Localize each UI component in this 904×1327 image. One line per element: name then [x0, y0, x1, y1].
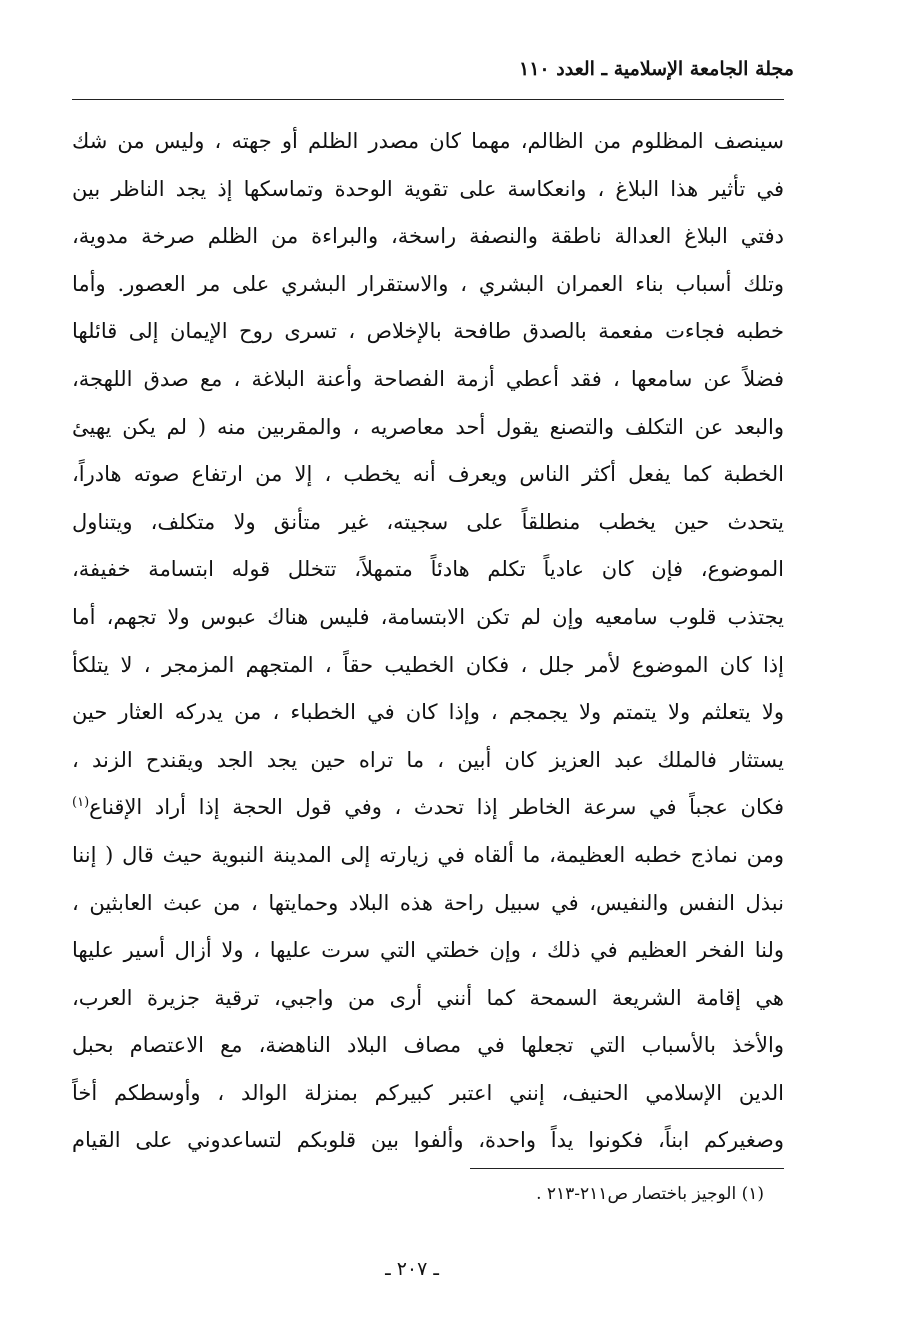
body-line: هي إقامة الشريعة السمحة كما أنني أرى من واجبي، ترقية جزيرة العرب، [72, 985, 784, 1010]
body-line: فضلاً عن سامعها ، فقد أعطي أزمة الفصاحة وأعنة البلاغة ، مع صدق اللهجة، [72, 366, 784, 391]
footnote-divider [470, 1168, 784, 1169]
footnote-reference: (١) [72, 795, 90, 811]
body-line: الموضوع، فإن كان عادياً تكلم هادئاً متمهلاً، تتخلل قوله ابتسامة خفيفة، [72, 557, 784, 582]
body-line: الدين الإسلامي الحنيف، إنني اعتبر كبيركم بمنزلة الوالد ، وأوسطكم أخاً [72, 1080, 784, 1105]
body-line: يتحدث حين يخطب منطلقاً على سجيته، غير متأنق ولا متكلف، ويتناول [72, 509, 784, 534]
body-line: والأخذ بالأسباب التي تجعلها في مصاف البلاد الناهضة، مع الاعتصام بحبل [72, 1033, 784, 1058]
body-line: في تأثير هذا البلاغ ، وانعكاسة على تقوية الوحدة وتماسكها إذ يجد الناظر بين [72, 176, 784, 201]
body-line-with-footnote [72, 784, 784, 832]
body-line: يستثار فالملك عبد العزيز كان أبين ، ما تراه حين يجد الجد ويقندح الزند ، [72, 747, 784, 772]
body-text [72, 118, 784, 1165]
body-line: إذا كان الموضوع لأمر جلل ، فكان الخطيب حقاً ، المتجهم المزمجر ، لا يتلكأ [72, 652, 784, 677]
body-line: ولنا الفخر العظيم في ذلك ، وإن خطتي التي سرت عليها ، ولا أزال أسير عليها [72, 938, 784, 963]
page-number: ـ ٢٠٧ ـ [385, 1258, 439, 1280]
body-line: ومن نماذج خطبه العظيمة، ما ألقاه في زيارته إلى المدينة النبوية حيث قال ( إننا [72, 842, 784, 867]
header-divider [72, 99, 784, 100]
running-header: مجلة الجامعة الإسلامية ـ العدد ١١٠ [519, 58, 794, 80]
body-line: خطبه فجاءت مفعمة بالصدق طافحة بالإخلاص ، تسرى روح الإيمان إلى قائلها [72, 319, 784, 344]
body-line: يجتذب قلوب سامعيه وإن لم تكن الابتسامة، فليس هناك عبوس ولا تجهم، أما [72, 604, 784, 629]
footnote: (١) الوجيز باختصار ص٢١١-٢١٣ . [536, 1184, 764, 1204]
body-line: والبعد عن التكلف والتصنع يقول أحد معاصريه ، والمقربين منه ( لم يكن يهيئ [72, 414, 784, 439]
body-line: نبذل النفس والنفيس، في سبيل راحة هذه البلاد وحمايتها ، من عبث العابثين ، [72, 890, 784, 915]
body-line: ولا يتعلثم ولا يتمتم ولا يجمجم ، وإذا كان في الخطباء ، من يدركه العثار حين [72, 700, 784, 725]
body-line: الخطبة كما يفعل أكثر الناس ويعرف أنه يخطب ، إلا من ارتفاع صوته هادراً، [72, 462, 784, 487]
body-line: دفتي البلاغ العدالة ناطقة والنصفة راسخة، والبراءة من الظلم صرخة مدوية، [72, 224, 784, 249]
body-line-text: فكان عجباً في سرعة الخاطر إذا تحدث ، وفي قول الحجة إذا أراد الإقناع [89, 795, 784, 820]
body-line: وصغيركم ابناً، فكونوا يداً واحدة، وألفوا بين قلوبكم لتساعدوني على القيام [72, 1128, 784, 1153]
body-line: وتلك أسباب بناء العمران البشري ، والاستقرار البشري على مر العصور. وأما [72, 271, 784, 296]
body-line: سينصف المظلوم من الظالم، مهما كان مصدر الظلم أو جهته ، وليس من شك [72, 129, 784, 153]
